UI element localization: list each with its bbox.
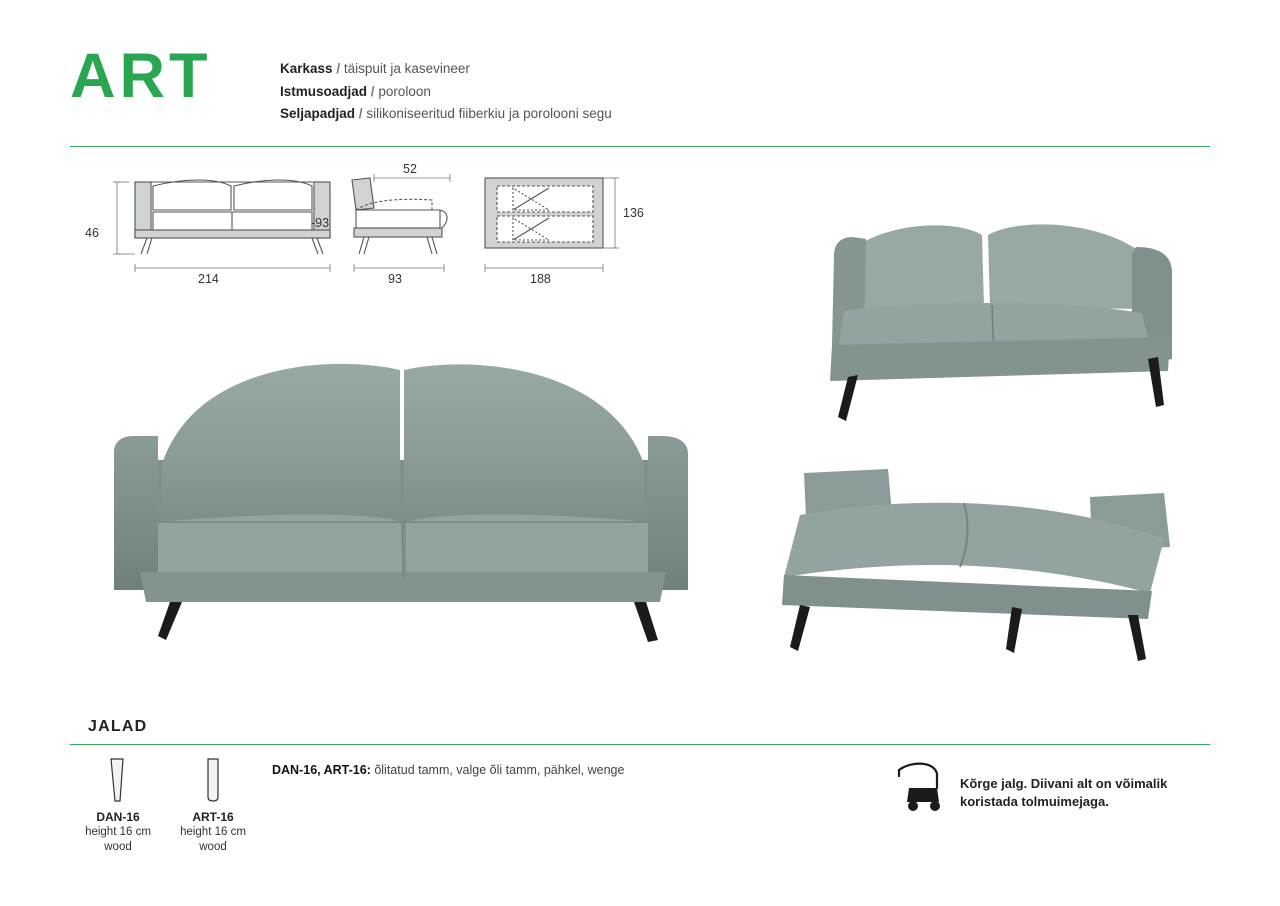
straight-leg-icon <box>165 757 261 803</box>
spec-separator: / <box>370 83 375 99</box>
dim-bed-width: 136 <box>623 206 644 220</box>
spec-label: Istmusoadjad <box>280 83 368 99</box>
header-divider <box>70 146 1210 147</box>
leg-option-dan16 <box>70 757 166 855</box>
vacuum-note-line2: koristada tolmuimejaga. <box>960 794 1109 809</box>
spec-row-seljapadjad <box>280 103 612 126</box>
dim-front-height: 46 <box>85 226 99 240</box>
dim-side-seat: 52 <box>403 162 417 176</box>
leg-finish-label: DAN-16, ART-16: <box>272 763 371 777</box>
dim-side-back: -93 <box>311 216 330 230</box>
spec-value: poroloon <box>378 83 431 99</box>
leg-name: DAN-16 <box>96 810 140 824</box>
front-view-drawing <box>95 168 345 288</box>
leg-option-art16 <box>165 757 261 855</box>
dim-front-width: 214 <box>198 272 219 286</box>
spec-label: Seljapadjad <box>280 106 356 121</box>
bed-top-view-drawing <box>475 168 635 288</box>
vacuum-cleaner-icon <box>893 758 951 821</box>
spec-value: täispuit ja kasevineer <box>343 61 470 76</box>
spec-row-karkass <box>280 58 612 81</box>
leg-material: wood <box>199 841 227 853</box>
spec-value: silikoniseeritud fiiberkiu ja porolooni segu <box>366 106 612 121</box>
leg-finish-note <box>272 763 624 777</box>
page-header <box>70 41 1210 140</box>
dim-side-depth: 93 <box>388 272 402 286</box>
spec-separator: / <box>358 106 363 121</box>
leg-height: height 16 cm <box>180 826 246 838</box>
dim-bed-length: 188 <box>530 272 551 286</box>
spec-row-istmusoadjad <box>280 81 612 104</box>
sofa-angled-photo <box>770 195 1190 435</box>
sofa-front-photo <box>100 340 720 660</box>
leg-material: wood <box>104 841 132 853</box>
side-view-drawing <box>340 168 475 288</box>
brand-title: ART <box>70 41 212 111</box>
leg-name: ART-16 <box>192 810 234 824</box>
leg-height: height 16 cm <box>85 826 151 838</box>
vacuum-note-line1: Kõrge jalg. Diivani alt on võimalik <box>960 776 1168 791</box>
sofa-unfolded-bed-photo <box>760 455 1200 670</box>
legs-section-divider <box>70 744 1210 745</box>
legs-section-title: JALAD <box>88 718 148 735</box>
spec-label: Karkass <box>280 61 333 76</box>
leg-finish-values: õlitatud tamm, valge õli tamm, pähkel, wenge <box>370 763 625 777</box>
technical-drawings <box>75 160 715 285</box>
tapered-leg-icon <box>70 757 166 803</box>
spec-separator: / <box>336 61 341 76</box>
spec-list <box>280 58 612 126</box>
vacuum-note <box>960 775 1220 811</box>
